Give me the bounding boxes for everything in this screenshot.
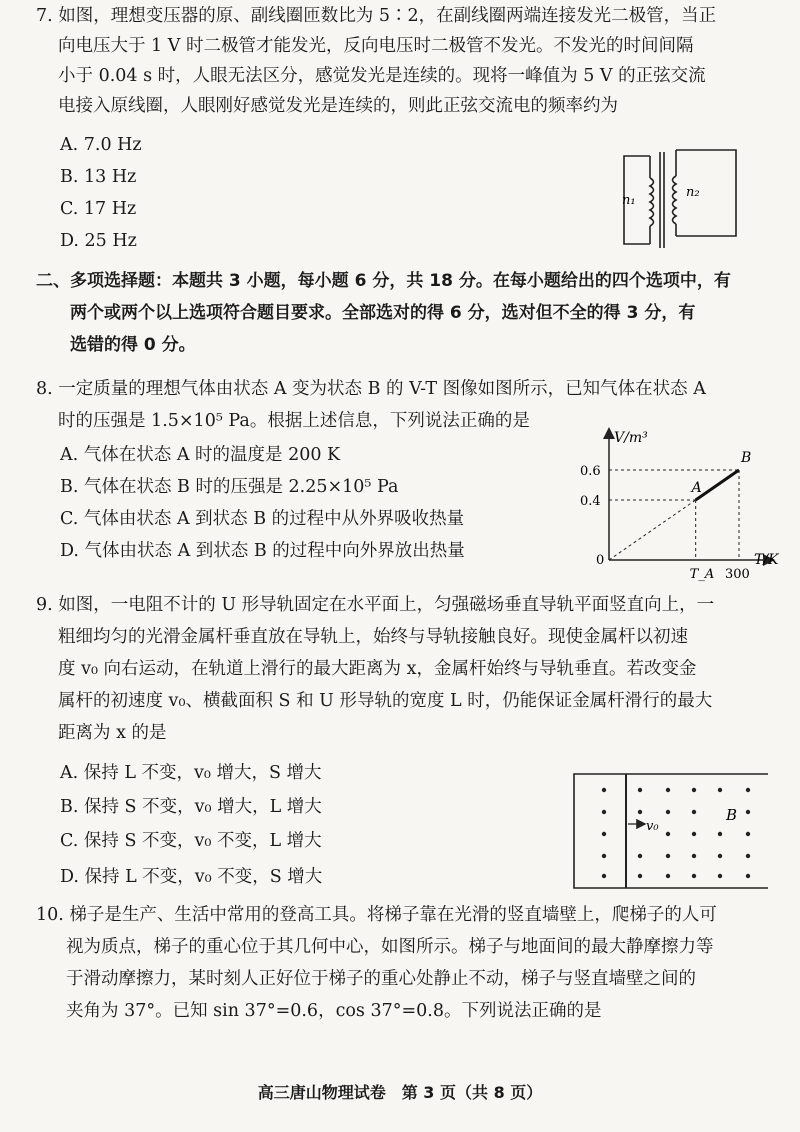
y-tick-0.4: 0.4	[580, 494, 601, 509]
field-dot	[602, 874, 606, 878]
n2-label: n₂	[686, 185, 700, 200]
field-dot	[718, 788, 722, 792]
field-dot	[746, 832, 750, 836]
field-dot	[692, 832, 696, 836]
q9-line-3: 度 v₀ 向右运动，在轨道上滑行的最大距离为 x，金属杆始终与导轨垂直。若改变金	[58, 659, 697, 679]
field-dot	[602, 810, 606, 814]
field-dot	[638, 810, 642, 814]
process-line-ab	[696, 470, 739, 500]
q9-line-5: 距离为 x 的是	[58, 723, 167, 743]
field-dot	[666, 874, 670, 878]
field-dot	[746, 854, 750, 858]
q9-option-b: B. 保持 S 不变，v₀ 增大，L 增大	[60, 797, 322, 817]
x-axis-label: T/K	[754, 552, 779, 568]
q7-option-a: A. 7.0 Hz	[60, 135, 142, 155]
n1-label: n₁	[622, 193, 636, 208]
rail-figure	[568, 768, 774, 896]
q8-option-c: C. 气体由状态 A 到状态 B 的过程中从外界吸收热量	[60, 509, 465, 529]
field-dot	[638, 788, 642, 792]
point-a-label: A	[691, 480, 702, 496]
field-dot	[692, 788, 696, 792]
field-dot	[638, 874, 642, 878]
q8-line-1: 8. 一定质量的理想气体由状态 A 变为状态 B 的 V-T 图像如图所示，已知气体在状态 A	[36, 379, 706, 399]
field-dot	[746, 788, 750, 792]
q7-line-1: 7. 如图，理想变压器的原、副线圈匝数比为 5∶2，在副线圈两端连接发光二极管，当正	[36, 6, 717, 26]
origin-label: 0	[596, 553, 605, 568]
field-dot	[746, 810, 750, 814]
field-dot	[638, 854, 642, 858]
field-dot	[602, 832, 606, 836]
section2-line-2: 两个或两个以上选项符合题目要求。全部选对的得 6 分，选对但不全的得 3 分，有	[70, 303, 696, 323]
field-dot	[602, 788, 606, 792]
field-dot	[692, 854, 696, 858]
field-dot	[602, 854, 606, 858]
q10-line-3: 于滑动摩擦力，某时刻人正好位于梯子的重心处静止不动，梯子与竖直墙壁之间的	[66, 969, 696, 989]
section2-line-3: 选错的得 0 分。	[70, 335, 196, 355]
origin-guide-line	[609, 500, 696, 560]
q9-option-c: C. 保持 S 不变，v₀ 不变，L 增大	[60, 831, 322, 851]
q7-option-b: B. 13 Hz	[60, 167, 137, 187]
q9-line-2: 粗细均匀的光滑金属杆垂直放在导轨上，始终与导轨接触良好。现使金属杆以初速	[58, 627, 688, 647]
q7-option-c: C. 17 Hz	[60, 199, 137, 219]
field-dot	[666, 788, 670, 792]
q10-line-1: 10. 梯子是生产、生活中常用的登高工具。将梯子靠在光滑的竖直墙壁上，爬梯子的人可	[36, 905, 717, 925]
q7-option-d: D. 25 Hz	[60, 231, 137, 251]
q8-option-d: D. 气体由状态 A 到状态 B 的过程中向外界放出热量	[60, 541, 465, 561]
q9-line-1: 9. 如图，一电阻不计的 U 形导轨固定在水平面上，匀强磁场垂直导轨平面竖直向上，一	[36, 595, 715, 615]
field-dot	[692, 874, 696, 878]
field-dot	[666, 810, 670, 814]
section2-line-1: 二、多项选择题：本题共 3 小题，每小题 6 分，共 18 分。在每小题给出的四个选项中，有	[36, 271, 731, 291]
q9-line-4: 属杆的初速度 v₀、横截面积 S 和 U 形导轨的宽度 L 时，仍能保证金属杆滑行的最大	[58, 691, 713, 711]
q7-line-2: 向电压大于 1 V 时二极管才能发光，反向电压时二极管不发光。不发光的时间间隔	[58, 36, 694, 56]
q8-option-b: B. 气体在状态 B 时的压强是 2.25×10⁵ Pa	[60, 477, 399, 497]
field-dot	[666, 832, 670, 836]
field-dot	[718, 832, 722, 836]
transformer-figure	[612, 140, 742, 252]
velocity-label: v₀	[646, 819, 659, 834]
field-dot	[718, 854, 722, 858]
q8-line-2: 时的压强是 1.5×10⁵ Pa。根据上述信息，下列说法正确的是	[58, 411, 530, 431]
y-tick-0.6: 0.6	[580, 464, 601, 479]
x-tick-300: 300	[725, 567, 750, 582]
field-dot	[666, 854, 670, 858]
vt-graph	[574, 418, 784, 582]
page-footer: 高三唐山物理试卷 第 3 页（共 8 页）	[257, 1083, 543, 1102]
field-dot	[718, 874, 722, 878]
field-label: B	[726, 806, 738, 824]
q9-option-d: D. 保持 L 不变，v₀ 不变，S 增大	[60, 867, 323, 887]
q7-line-4: 电接入原线圈，人眼刚好感觉发光是连续的，则此正弦交流电的频率约为	[58, 96, 618, 116]
point-b-label: B	[741, 450, 752, 466]
q9-option-a: A. 保持 L 不变，v₀ 增大，S 增大	[60, 763, 322, 783]
x-tick-ta: T_A	[689, 567, 715, 582]
q8-option-a: A. 气体在状态 A 时的温度是 200 K	[60, 445, 341, 465]
q7-line-3: 小于 0.04 s 时，人眼无法区分，感觉发光是连续的。现将一峰值为 5 V 的正弦交流	[58, 66, 706, 86]
q10-line-4: 夹角为 37°。已知 sin 37°=0.6，cos 37°=0.8。下列说法正确的是	[66, 1001, 602, 1021]
q10-line-2: 视为质点，梯子的重心位于其几何中心，如图所示。梯子与地面间的最大静摩擦力等	[66, 937, 714, 957]
field-dot	[692, 810, 696, 814]
y-axis-label: V/m³	[614, 430, 648, 446]
field-dot	[746, 874, 750, 878]
